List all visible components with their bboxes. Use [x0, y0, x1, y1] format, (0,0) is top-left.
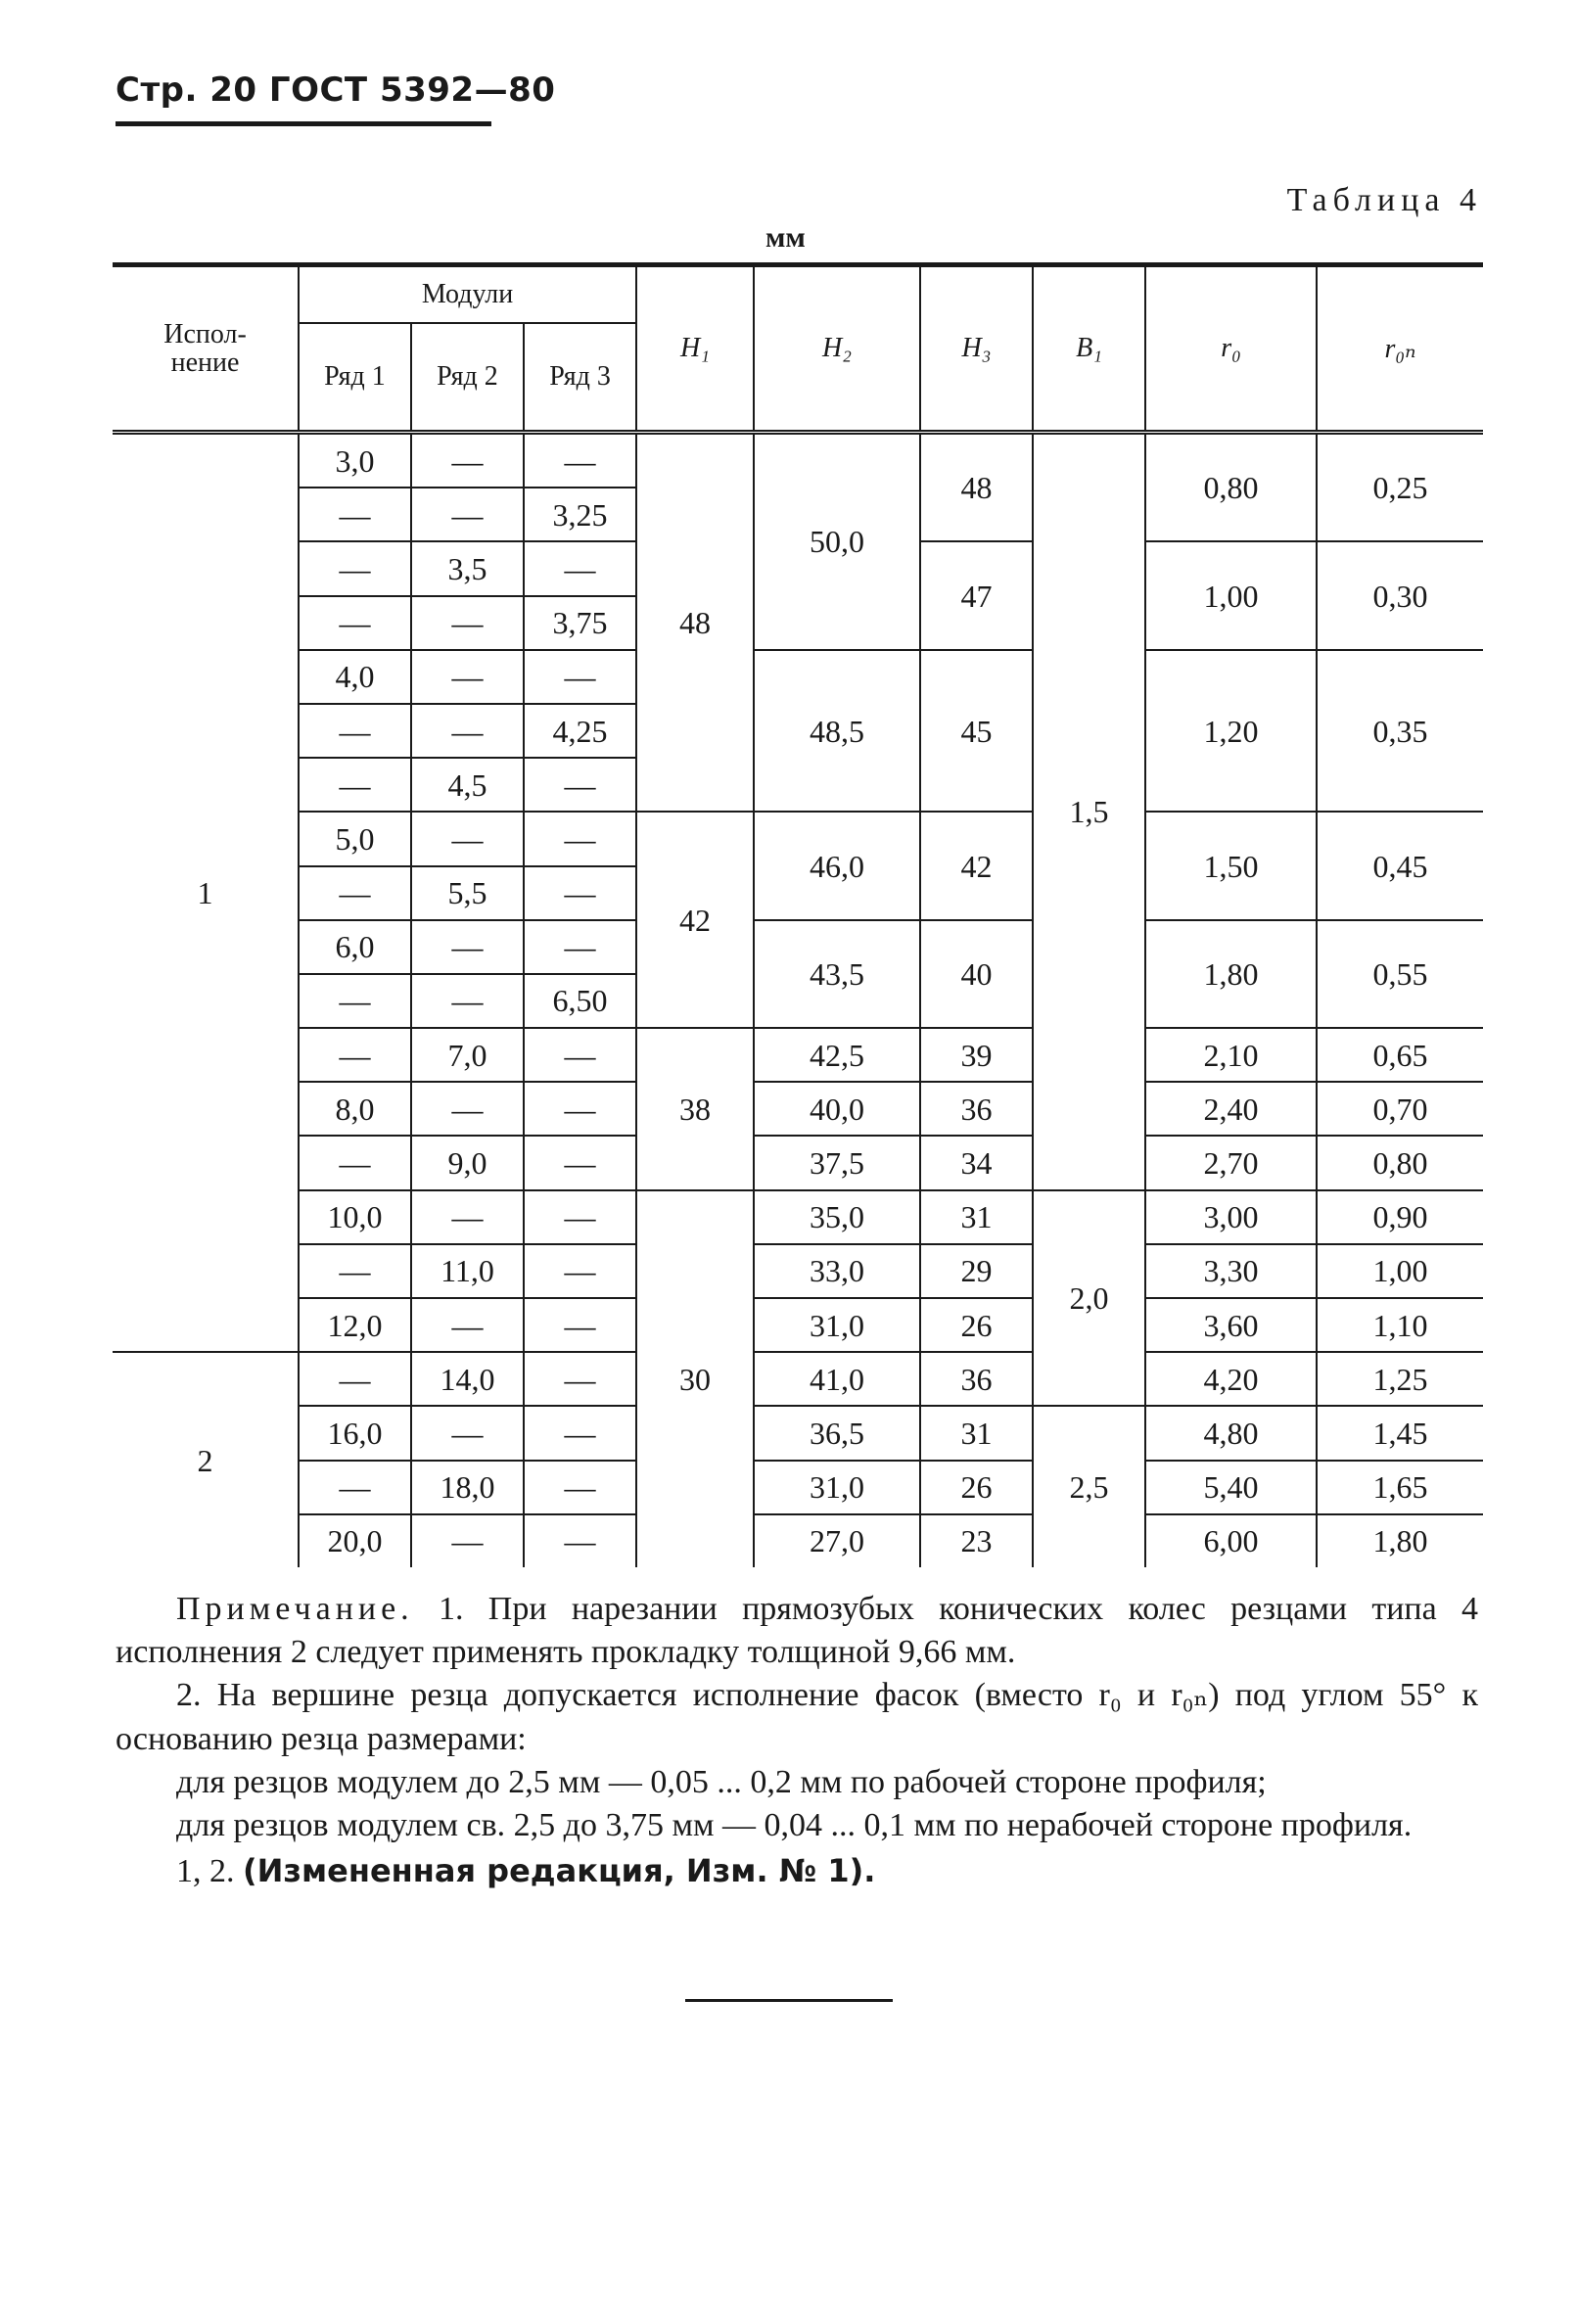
r0p-value: 0,35	[1317, 650, 1483, 813]
r0p-value: 0,65	[1317, 1028, 1483, 1082]
r0-value: 1,50	[1145, 812, 1317, 919]
spec-table-wrap	[113, 262, 1483, 1567]
h3-value: 45	[920, 650, 1033, 813]
h3-value: 39	[920, 1028, 1033, 1082]
r0p-value: 1,25	[1317, 1352, 1483, 1406]
r0-value: 2,40	[1145, 1082, 1317, 1136]
h3-value: 31	[920, 1406, 1033, 1460]
h3-value: 29	[920, 1244, 1033, 1298]
h1-value: 30	[636, 1190, 754, 1567]
row-11-r2: —	[411, 974, 524, 1028]
r0-value: 2,70	[1145, 1136, 1317, 1189]
h2-value: 40,0	[754, 1082, 920, 1136]
note-2: 2. На вершине резца допускается исполнение фасок (вместо r₀ и r₀ₙ) под углом 55° к основанию резца размерами:	[116, 1677, 1478, 1757]
row-8-r1: 5,0	[299, 812, 411, 865]
h2-value: 33,0	[754, 1244, 920, 1298]
h2-value: 27,0	[754, 1514, 920, 1567]
row-13-r1: 8,0	[299, 1082, 411, 1136]
h3-value: 34	[920, 1136, 1033, 1189]
r0p-value: 1,10	[1317, 1298, 1483, 1352]
row-2-r3: 3,25	[524, 488, 636, 541]
row-19-r3: —	[524, 1406, 636, 1460]
row-15-r3: —	[524, 1190, 636, 1244]
r0-value: 0,80	[1145, 433, 1317, 542]
row-6-r2: —	[411, 704, 524, 758]
row-2-r2: —	[411, 488, 524, 541]
ispolnenie-1: 1	[113, 433, 299, 1353]
row-17-r2: —	[411, 1298, 524, 1352]
r0-value: 6,00	[1145, 1514, 1317, 1567]
h2-value: 36,5	[754, 1406, 920, 1460]
h2-value: 41,0	[754, 1352, 920, 1406]
r0-value: 1,20	[1145, 650, 1317, 813]
row-1-r1: 3,0	[299, 433, 411, 488]
row-18-r1: —	[299, 1352, 411, 1406]
spec-table	[113, 262, 1483, 1567]
h2-value: 37,5	[754, 1136, 920, 1189]
row-2-r1: —	[299, 488, 411, 541]
h2-value: 42,5	[754, 1028, 920, 1082]
header-rule	[116, 121, 491, 126]
r0-value: 5,40	[1145, 1461, 1317, 1514]
h3-value: 47	[920, 541, 1033, 649]
h3-value: 31	[920, 1190, 1033, 1244]
row-14-r1: —	[299, 1136, 411, 1189]
row-6-r3: 4,25	[524, 704, 636, 758]
h3-value: 26	[920, 1298, 1033, 1352]
header-moduli: Модули	[299, 265, 636, 324]
page-header: Стр. 20 ГОСТ 5392—80	[116, 70, 556, 110]
h3-value: 23	[920, 1514, 1033, 1567]
row-12-r2: 7,0	[411, 1028, 524, 1082]
r0-value: 4,20	[1145, 1352, 1317, 1406]
r0p-value: 1,00	[1317, 1244, 1483, 1298]
row-19-r2: —	[411, 1406, 524, 1460]
row-7-r1: —	[299, 758, 411, 812]
b1-value: 1,5	[1033, 433, 1145, 1190]
row-7-r3: —	[524, 758, 636, 812]
row-6-r1: —	[299, 704, 411, 758]
r0-value: 2,10	[1145, 1028, 1317, 1082]
amendment-prefix: 1, 2.	[176, 1853, 235, 1889]
row-8-r3: —	[524, 812, 636, 865]
amendment-note	[176, 1852, 875, 1890]
row-17-r1: 12,0	[299, 1298, 411, 1352]
b1-value: 2,0	[1033, 1190, 1145, 1407]
note-2b: для резцов модулем св. 2,5 до 3,75 мм — 0,04 ... 0,1 мм по нерабочей стороне профиля.	[176, 1806, 1413, 1843]
r0p-value: 0,70	[1317, 1082, 1483, 1136]
header-h1: H₁	[636, 265, 754, 433]
r0-value: 1,80	[1145, 920, 1317, 1028]
row-10-r2: —	[411, 920, 524, 974]
row-16-r1: —	[299, 1244, 411, 1298]
row-21-r2: —	[411, 1514, 524, 1567]
row-5-r2: —	[411, 650, 524, 704]
row-14-r3: —	[524, 1136, 636, 1189]
row-11-r1: —	[299, 974, 411, 1028]
row-12-r3: —	[524, 1028, 636, 1082]
row-4-r2: —	[411, 596, 524, 650]
row-4-r1: —	[299, 596, 411, 650]
header-row2: Ряд 2	[411, 323, 524, 433]
row-4-r3: 3,75	[524, 596, 636, 650]
h3-value: 36	[920, 1082, 1033, 1136]
h2-value: 35,0	[754, 1190, 920, 1244]
row-16-r3: —	[524, 1244, 636, 1298]
h2-value: 43,5	[754, 920, 920, 1028]
r0-value: 3,00	[1145, 1190, 1317, 1244]
row-18-r3: —	[524, 1352, 636, 1406]
row-21-r3: —	[524, 1514, 636, 1567]
h1-value: 38	[636, 1028, 754, 1190]
row-15-r1: 10,0	[299, 1190, 411, 1244]
header-h3: H₃	[920, 265, 1033, 433]
table-unit: мм	[765, 221, 806, 254]
row-1-r3: —	[524, 433, 636, 488]
h1-value: 42	[636, 812, 754, 1028]
r0p-value: 1,80	[1372, 1523, 1428, 1559]
row-5-r3: —	[524, 650, 636, 704]
header-h2: H₂	[754, 265, 920, 433]
h1-value: 48	[636, 433, 754, 813]
r0p-value: 0,90	[1317, 1190, 1483, 1244]
h2-value: 31,0	[754, 1461, 920, 1514]
note-2a: для резцов модулем до 2,5 мм — 0,05 ... 0,2 мм по рабочей стороне профиля;	[176, 1763, 1267, 1800]
row-12-r1: —	[299, 1028, 411, 1082]
header-ispolnenie: Испол-нение	[113, 265, 299, 433]
table-title: Таблица 4	[1286, 182, 1482, 218]
row-20-r3: —	[524, 1461, 636, 1514]
ispolnenie-2: 2	[197, 1442, 213, 1478]
note-1-text: 1. При нарезании прямозубых конических колес резцами типа 4 исполнения 2 следует применять прокладку толщиной 9,66 мм.	[116, 1591, 1479, 1671]
row-7-r2: 4,5	[411, 758, 524, 812]
row-16-r2: 11,0	[411, 1244, 524, 1298]
note-label: Примечание.	[176, 1591, 414, 1627]
h2-value: 46,0	[754, 812, 920, 919]
h2-value: 50,0	[754, 433, 920, 650]
r0p-value: 0,45	[1317, 812, 1483, 919]
r0p-value: 1,45	[1317, 1406, 1483, 1460]
h3-value: 40	[920, 920, 1033, 1028]
row-9-r1: —	[299, 866, 411, 920]
row-18-r2: 14,0	[411, 1352, 524, 1406]
r0p-value: 0,55	[1317, 920, 1483, 1028]
r0-value: 4,80	[1145, 1406, 1317, 1460]
row-10-r3: —	[524, 920, 636, 974]
header-row3: Ряд 3	[524, 323, 636, 433]
row-1-r2: —	[411, 433, 524, 488]
r0p-value: 0,30	[1317, 541, 1483, 649]
notes-block	[116, 1588, 1478, 1847]
r0-value: 3,30	[1145, 1244, 1317, 1298]
note-1	[116, 1588, 1478, 1674]
b1-value: 2,5	[1033, 1406, 1145, 1567]
amendment-text: (Измененная редакция, Изм. № 1).	[243, 1852, 876, 1889]
header-row1: Ряд 1	[299, 323, 411, 433]
row-15-r2: —	[411, 1190, 524, 1244]
row-14-r2: 9,0	[411, 1136, 524, 1189]
row-3-r2: 3,5	[411, 541, 524, 595]
row-3-r3: —	[524, 541, 636, 595]
row-5-r1: 4,0	[299, 650, 411, 704]
row-20-r2: 18,0	[411, 1461, 524, 1514]
row-3-r1: —	[299, 541, 411, 595]
r0p-value: 0,25	[1317, 433, 1483, 542]
r0-value: 3,60	[1145, 1298, 1317, 1352]
row-11-r3: 6,50	[524, 974, 636, 1028]
r0-value: 1,00	[1145, 541, 1317, 649]
row-8-r2: —	[411, 812, 524, 865]
row-13-r3: —	[524, 1082, 636, 1136]
end-rule	[685, 1999, 893, 2002]
h3-value: 48	[920, 433, 1033, 542]
row-19-r1: 16,0	[299, 1406, 411, 1460]
header-r0: r₀	[1145, 265, 1317, 433]
row-9-r2: 5,5	[411, 866, 524, 920]
header-r0p: r₀ₙ	[1317, 265, 1483, 433]
row-10-r1: 6,0	[299, 920, 411, 974]
row-20-r1: —	[299, 1461, 411, 1514]
row-9-r3: —	[524, 866, 636, 920]
row-21-r1: 20,0	[299, 1514, 411, 1567]
row-13-r2: —	[411, 1082, 524, 1136]
r0p-value: 0,80	[1317, 1136, 1483, 1189]
h3-value: 42	[920, 812, 1033, 919]
r0p-value: 1,65	[1317, 1461, 1483, 1514]
h3-value: 36	[920, 1352, 1033, 1406]
row-17-r3: —	[524, 1298, 636, 1352]
h2-value: 31,0	[754, 1298, 920, 1352]
h2-value: 48,5	[754, 650, 920, 813]
h3-value: 26	[920, 1461, 1033, 1514]
header-b1: B₁	[1033, 265, 1145, 433]
